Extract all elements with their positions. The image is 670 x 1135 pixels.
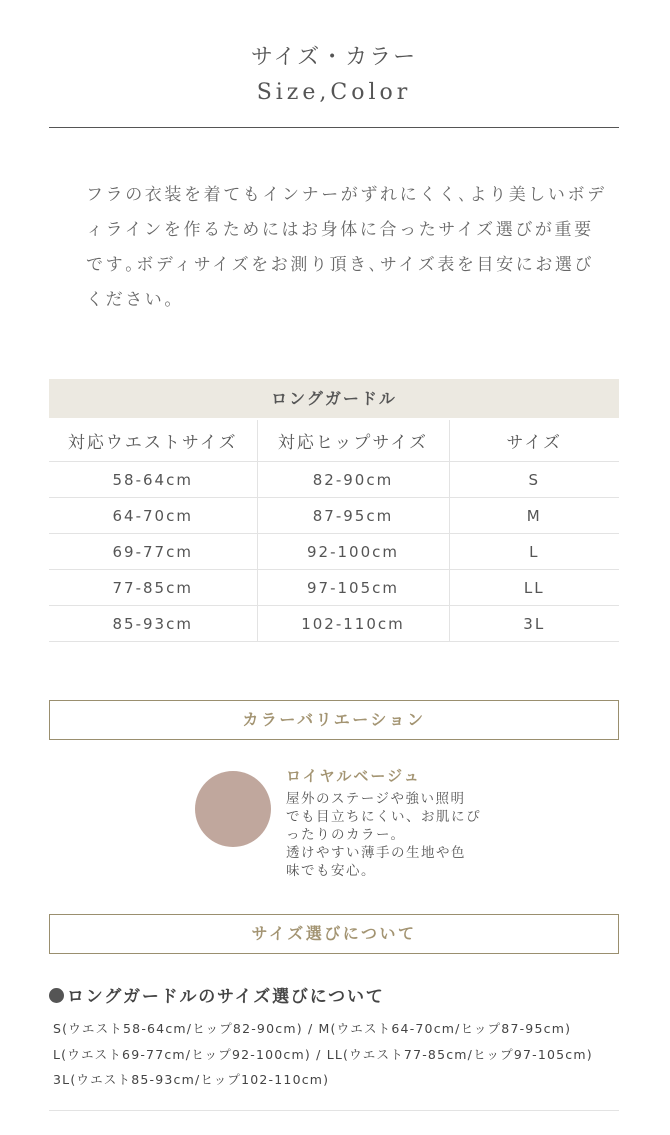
table-row <box>49 462 619 498</box>
header-size: サイズ <box>449 420 619 462</box>
cell-size: S <box>449 462 619 498</box>
size-guide-subtitle <box>49 982 385 1007</box>
cell-waist: 58-64cm <box>49 462 257 498</box>
color-description-line: でも目立ちにくい、お肌にぴ <box>286 809 481 825</box>
size-guide-subtitle-text: ロングガードルのサイズ選びについて <box>67 987 385 1007</box>
title-divider <box>49 127 619 128</box>
table-row <box>49 570 619 606</box>
header-waist: 対応ウエストサイズ <box>49 420 257 462</box>
cell-hip: 82-90cm <box>257 462 449 498</box>
bottom-divider <box>49 1110 619 1111</box>
size-guide-line: 3L(ウエスト85-93cm/ヒップ102-110cm) <box>53 1072 330 1087</box>
cell-hip: 97-105cm <box>257 570 449 606</box>
color-variation-heading: カラーバリエーション <box>49 700 619 740</box>
page-subtitle: Size,Color <box>256 80 412 105</box>
cell-waist: 77-85cm <box>49 570 257 606</box>
intro-line: ください｡ <box>86 290 176 310</box>
cell-size: L <box>449 534 619 570</box>
table-row <box>49 606 619 642</box>
page-title: サイズ・カラー <box>250 45 418 70</box>
bullet-icon <box>49 988 64 1003</box>
cell-waist: 69-77cm <box>49 534 257 570</box>
color-description-line: 屋外のステージや強い照明 <box>286 791 466 807</box>
intro-text <box>86 178 607 318</box>
intro-line: フラの衣装を着てもインナーがずれにくく､より美しいボデ <box>86 185 607 205</box>
size-guide-line: L(ウエスト69-77cm/ヒップ92-100cm) / LL(ウエスト77-85cm/ヒップ97-105cm) <box>53 1046 593 1062</box>
color-description-line: ったりのカラー。 <box>286 827 406 843</box>
cell-hip: 87-95cm <box>257 498 449 534</box>
size-table <box>49 420 619 642</box>
size-guide-list <box>53 1016 593 1093</box>
color-description-line: 味でも安心。 <box>286 863 376 879</box>
color-swatch <box>195 771 271 847</box>
intro-line: です｡ボディサイズをお測り頂き､サイズ表を目安にお選び <box>86 255 595 275</box>
cell-size: LL <box>449 570 619 606</box>
color-description-line: 透けやすい薄手の生地や色 <box>286 845 466 861</box>
color-description <box>286 790 481 880</box>
cell-hip: 102-110cm <box>257 606 449 642</box>
header-hip: 対応ヒップサイズ <box>257 420 449 462</box>
intro-line: ィラインを作るためにはお身体に合ったサイズ選びが重要 <box>86 220 594 240</box>
table-header-row <box>49 420 619 462</box>
size-guide-heading: サイズ選びについて <box>49 914 619 954</box>
size-guide-line: S(ウエスト58-64cm/ヒップ82-90cm) / M(ウエスト64-70cm/ヒップ87-95cm) <box>53 1021 572 1036</box>
size-table-title: ロングガードル <box>49 379 619 418</box>
table-row <box>49 498 619 534</box>
cell-waist: 64-70cm <box>49 498 257 534</box>
table-row <box>49 534 619 570</box>
cell-waist: 85-93cm <box>49 606 257 642</box>
color-name: ロイヤルベージュ <box>286 767 421 785</box>
cell-size: M <box>449 498 619 534</box>
cell-size: 3L <box>449 606 619 642</box>
cell-hip: 92-100cm <box>257 534 449 570</box>
